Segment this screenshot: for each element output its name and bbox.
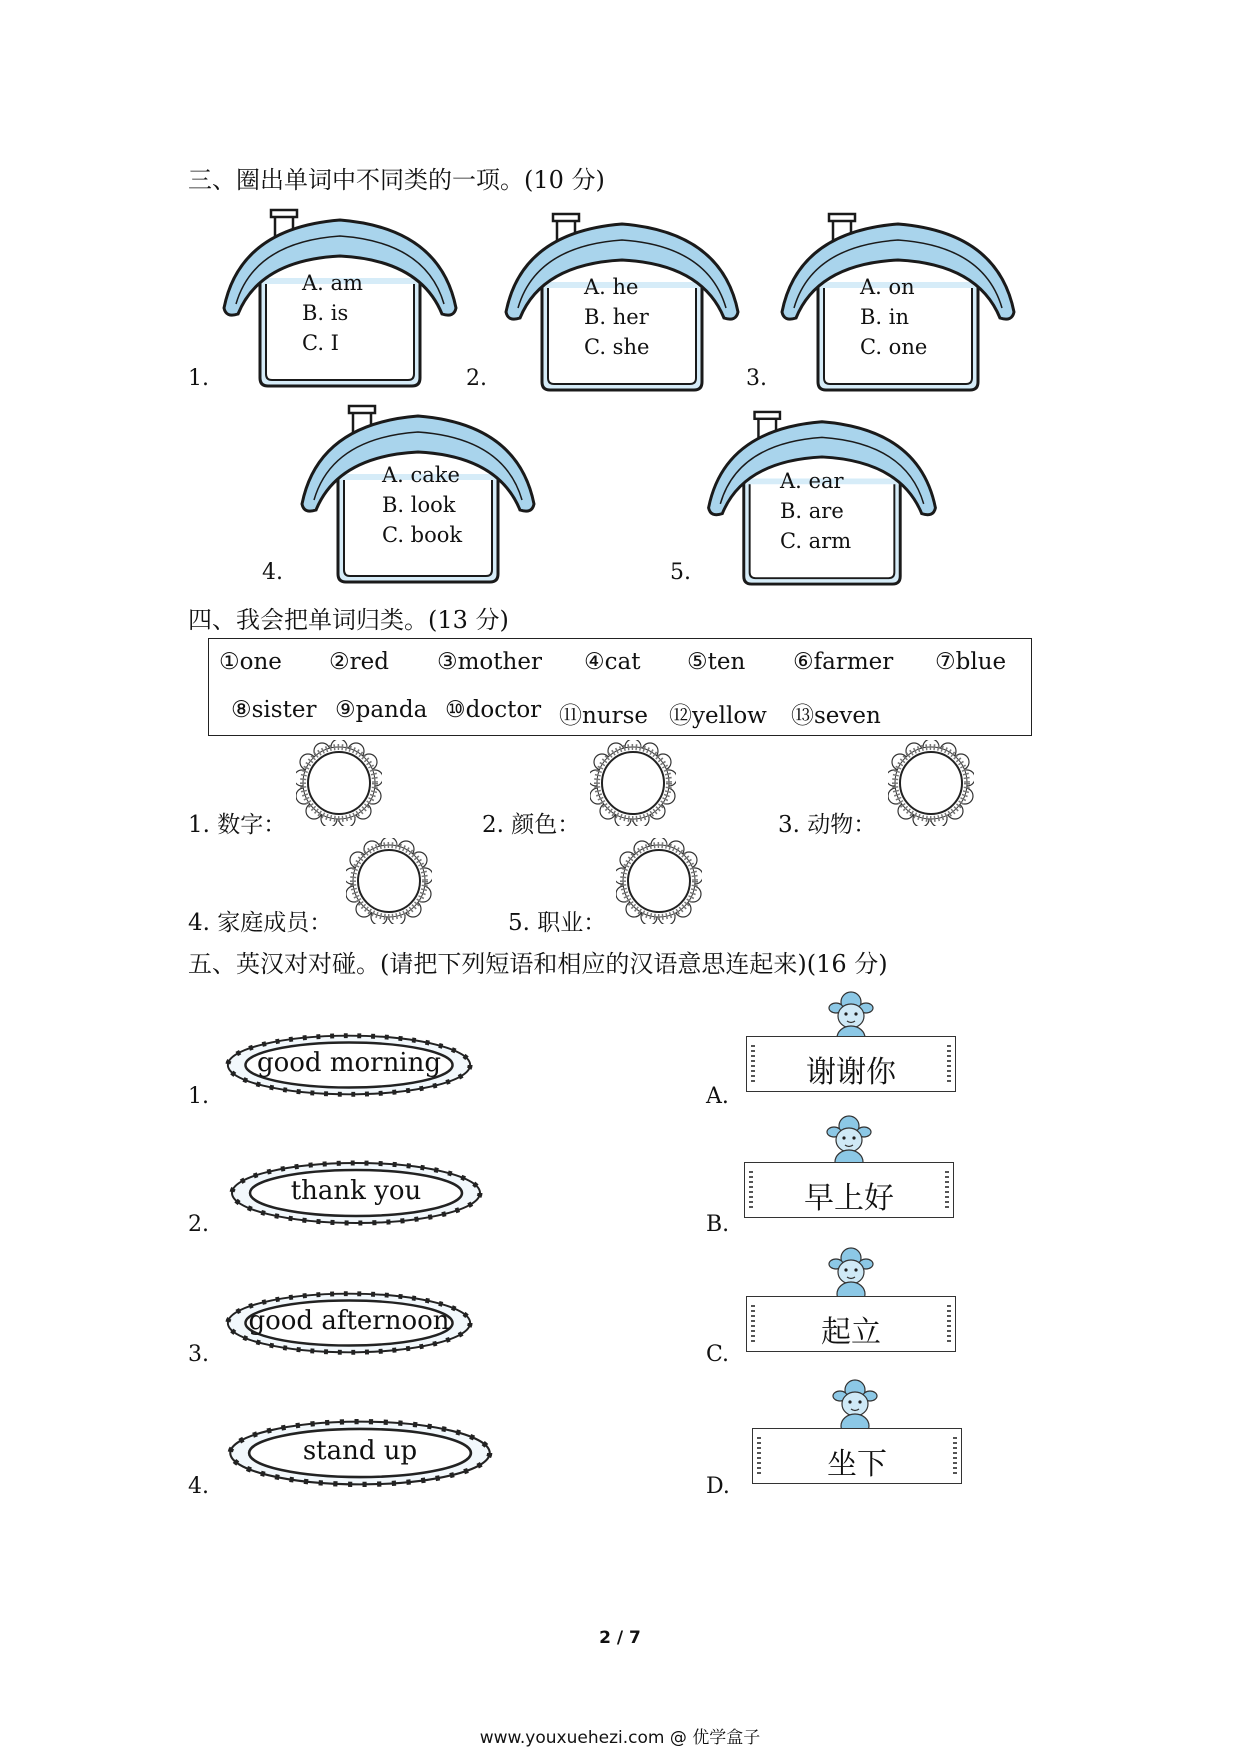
section3-heading: 三、圈出单词中不同类的一项。(10 分) [188,166,605,194]
category-jobs-label: 5. 职业： [508,910,607,936]
footer-watermark: www.youxuehezi.com @ 优学盒子 [479,1728,761,1748]
house-options [302,268,363,358]
house-options [382,460,462,550]
sign-letter-c: C. [706,1342,730,1367]
circled-number: ⑤ [687,649,708,675]
answer-flower-colors[interactable] [590,740,676,826]
phrase-text: good morning [256,1048,442,1078]
question-number-5: 5. [670,560,691,585]
circled-number: ⑥ [793,649,814,675]
answer-flower-jobs[interactable] [616,838,702,924]
option-b[interactable]: B. look [382,493,456,517]
house-question-5 [702,410,942,580]
chinese-text: 早上好 [804,1181,894,1216]
category-family-label: 4. 家庭成员： [188,910,333,936]
sign-letter-b: B. [706,1212,730,1237]
phrase-number-1: 1. [188,1084,209,1109]
section5-heading: 五、英汉对对碰。(请把下列短语和相应的汉语意思连起来)(16 分) [188,950,888,978]
circled-number: ⑩ [445,697,466,723]
phrase-good-morning[interactable] [222,1030,476,1100]
house-question-1 [220,208,460,388]
sign-a[interactable] [746,990,958,1096]
question-number-1: 1. [188,366,209,391]
word-text: mother [457,649,542,675]
sign-letter-d: D. [706,1474,730,1499]
chinese-text: 谢谢你 [806,1055,896,1090]
phrase-text: stand up [302,1436,418,1466]
circled-number: ⑨ [335,697,356,723]
category-animals-label: 3. 动物： [778,812,877,838]
word-item[interactable] [935,649,1006,675]
word-item[interactable] [437,649,542,675]
house-question-3 [778,212,1018,392]
word-text: nurse [582,703,649,729]
answer-flower-numbers[interactable] [296,740,382,826]
phrase-number-4: 4. [188,1474,209,1499]
word-text: red [349,649,389,675]
sign-letter-a: A. [706,1084,729,1109]
sign-d[interactable] [752,1378,964,1488]
circled-number: ⑧ [231,697,252,723]
phrase-number-2: 2. [188,1212,209,1237]
house-question-4 [298,404,538,584]
option-a[interactable]: A. cake [382,463,460,487]
option-b[interactable]: B. her [584,305,649,329]
word-item[interactable] [559,697,648,730]
option-c[interactable]: C. one [860,335,928,359]
word-text: doctor [465,697,542,723]
option-a[interactable]: A. ear [780,469,844,493]
option-c[interactable]: C. I [302,331,339,355]
word-item[interactable] [329,649,389,675]
circled-number: ⑬ [791,703,814,729]
word-text: cat [604,649,641,675]
word-item[interactable] [231,697,316,723]
sign-b[interactable] [744,1114,956,1224]
house-question-2 [502,212,742,392]
sign-board [746,1296,956,1352]
question-number-2: 2. [466,366,487,391]
option-a[interactable]: A. he [584,275,639,299]
word-text: yellow [692,703,767,729]
sign-board [752,1428,962,1484]
option-a[interactable]: A. on [860,275,915,299]
circled-number: ⑫ [669,703,692,729]
word-item[interactable] [219,649,282,675]
word-item[interactable] [687,649,745,675]
word-item[interactable] [335,697,427,723]
option-b[interactable]: B. are [780,499,844,523]
word-text: farmer [813,649,894,675]
word-item[interactable] [584,649,640,675]
circled-number: ⑪ [559,703,582,729]
option-b[interactable]: B. is [302,301,349,325]
circled-number: ③ [437,649,458,675]
phrase-number-3: 3. [188,1342,209,1367]
phrase-text: thank you [290,1176,422,1206]
word-item[interactable] [669,697,767,730]
option-c[interactable]: C. book [382,523,463,547]
phrase-text: good afternoon [248,1306,450,1336]
word-text: sister [251,697,317,723]
option-a[interactable]: A. am [302,271,363,295]
word-text: one [239,649,282,675]
house-options [780,466,851,556]
answer-flower-animals[interactable] [888,740,974,826]
chinese-text: 坐下 [827,1447,887,1482]
answer-flower-family[interactable] [346,838,432,924]
word-text: seven [814,703,881,729]
circled-number: ② [329,649,350,675]
sign-board [746,1036,956,1092]
phrase-good-afternoon[interactable] [222,1288,476,1358]
house-options [860,272,927,362]
section4-heading: 四、我会把单词归类。(13 分) [188,606,509,634]
word-text: ten [707,649,746,675]
chinese-text: 起立 [821,1315,881,1350]
option-c[interactable]: C. arm [780,529,852,553]
phrase-thank-you[interactable] [226,1158,486,1228]
circled-number: ① [219,649,240,675]
category-colors-label: 2. 颜色： [482,812,581,838]
phrase-stand-up[interactable] [224,1416,496,1490]
house-options [584,272,649,362]
sign-board [744,1162,954,1218]
word-text: blue [955,649,1007,675]
word-item[interactable] [793,649,893,675]
circled-number: ⑦ [935,649,956,675]
category-numbers-label: 1. 数字： [188,812,287,838]
word-bank [208,638,1032,736]
option-c[interactable]: C. she [584,335,650,359]
word-item[interactable] [445,697,541,723]
option-b[interactable]: B. in [860,305,910,329]
page-number: 2 / 7 [599,1628,641,1648]
word-text: panda [355,697,428,723]
question-number-4: 4. [262,560,283,585]
word-item[interactable] [791,697,881,730]
sign-c[interactable] [746,1246,958,1356]
question-number-3: 3. [746,366,767,391]
circled-number: ④ [584,649,605,675]
